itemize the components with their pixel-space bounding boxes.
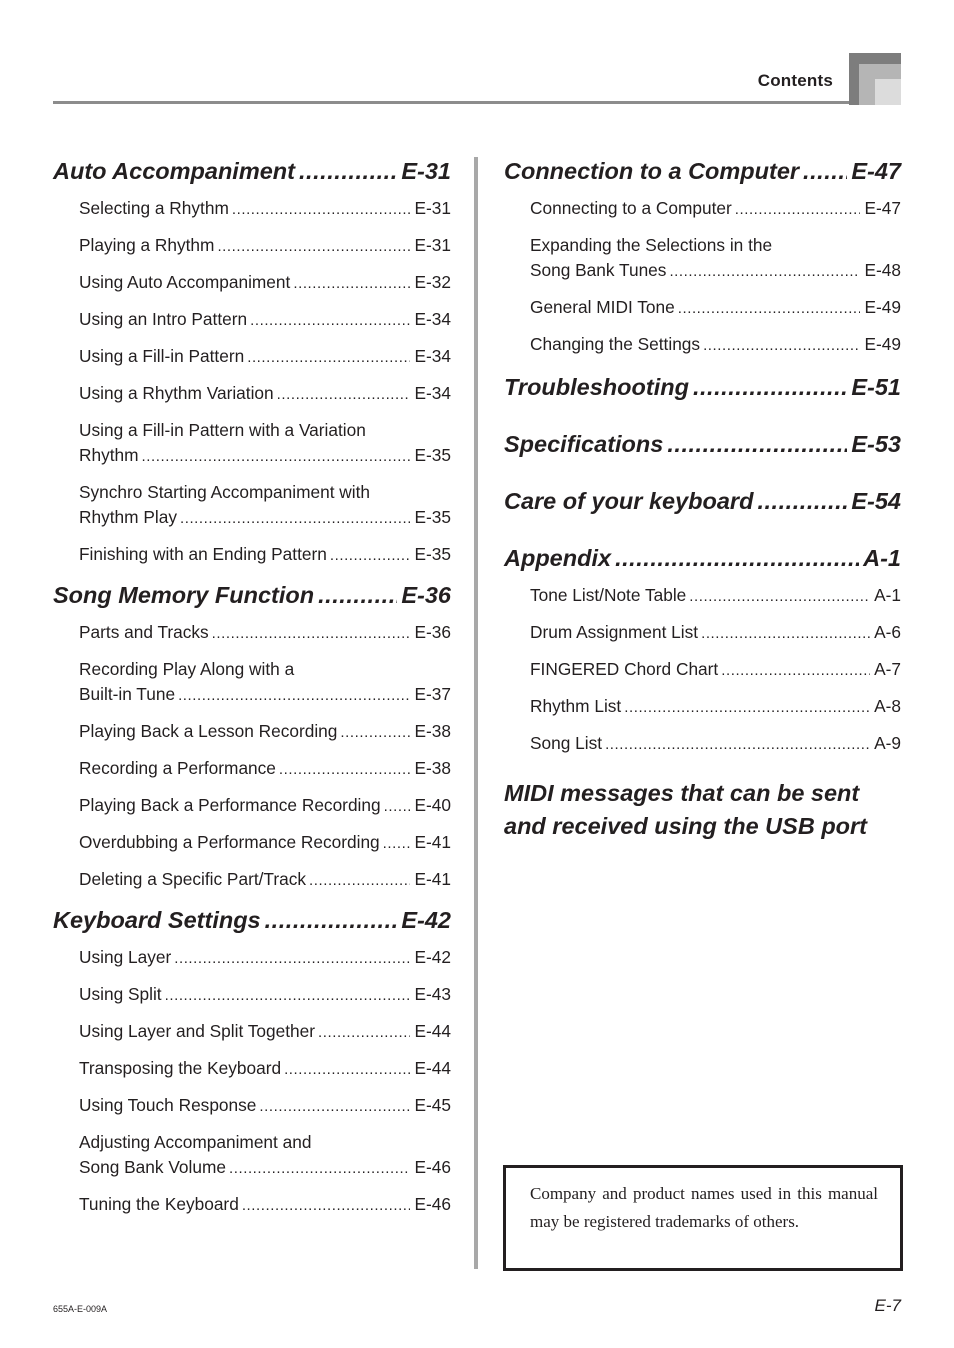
dot-leader <box>678 295 861 321</box>
dot-leader <box>242 1192 411 1218</box>
toc-item[interactable] <box>530 233 901 284</box>
toc-item-title: Playing Back a Performance Recording <box>79 795 381 815</box>
toc-item-page: E-37 <box>414 684 451 704</box>
toc-item-page: E-45 <box>414 1095 451 1115</box>
toc-section <box>53 904 451 1218</box>
toc-item-page: E-44 <box>414 1058 451 1078</box>
toc-item-title: Deleting a Specific Part/Track <box>79 869 306 889</box>
dot-leader <box>689 583 870 609</box>
toc-item-title: Transposing the Keyboard <box>79 1058 282 1078</box>
toc-item[interactable] <box>530 583 901 609</box>
toc-item[interactable] <box>530 332 901 358</box>
toc-item[interactable] <box>79 1019 451 1045</box>
dot-leader <box>174 945 410 971</box>
section-page: E-54 <box>851 488 901 514</box>
dot-leader <box>309 867 410 893</box>
toc-item-row <box>79 793 451 819</box>
toc-item-row <box>79 1019 451 1045</box>
toc-item-page: E-46 <box>414 1194 451 1214</box>
toc-item[interactable] <box>79 756 451 782</box>
toc-item-title: Finishing with an Ending Pattern <box>79 544 327 564</box>
toc-item-title: Tone List/Note Table <box>530 585 687 605</box>
section-heading[interactable] <box>504 155 901 187</box>
dot-leader <box>229 1155 410 1181</box>
toc-item-title: Parts and Tracks <box>79 622 209 642</box>
toc-item-row <box>79 867 451 893</box>
section-title: Troubleshooting <box>504 374 689 400</box>
toc-item-page: E-49 <box>864 297 901 317</box>
toc-section <box>504 155 901 358</box>
dot-leader <box>757 485 847 517</box>
toc-item[interactable] <box>79 542 451 568</box>
toc-item-list <box>530 583 901 757</box>
dot-leader <box>250 307 410 333</box>
toc-item-page: E-31 <box>414 235 451 255</box>
toc-item-title-line1: Recording Play Along with a <box>79 659 295 679</box>
section-page: E-47 <box>851 158 901 184</box>
toc-item-row <box>79 620 451 646</box>
dot-leader <box>178 682 410 708</box>
toc-item-page: A-7 <box>874 659 901 679</box>
toc-item[interactable] <box>79 830 451 856</box>
toc-item[interactable] <box>79 233 451 259</box>
toc-item[interactable] <box>530 620 901 646</box>
toc-item-title: Using Layer <box>79 947 172 967</box>
toc-item-row <box>79 1093 451 1119</box>
trademark-notice-text: Company and product names used in this manual may be registered trademarks of others. <box>530 1184 878 1231</box>
toc-item-title: Using Auto Accompaniment <box>79 272 291 292</box>
dot-leader <box>383 830 411 856</box>
toc-item-page: A-9 <box>874 733 901 753</box>
toc-section <box>504 371 901 403</box>
toc-item-page: E-35 <box>414 445 451 465</box>
dot-leader <box>703 332 860 358</box>
toc-item-page: E-34 <box>414 346 451 366</box>
toc-item[interactable] <box>79 620 451 646</box>
section-page: A-1 <box>863 545 901 571</box>
dot-leader <box>299 155 397 187</box>
section-page: E-36 <box>401 582 451 608</box>
toc-item[interactable] <box>79 1192 451 1218</box>
toc-item-row <box>530 583 901 609</box>
toc-item-row <box>530 657 901 683</box>
toc-item[interactable] <box>530 657 901 683</box>
toc-item-row <box>79 1155 451 1181</box>
section-heading[interactable] <box>53 904 451 936</box>
toc-item-title: Selecting a Rhythm <box>79 198 229 218</box>
toc-item-page: E-43 <box>414 984 451 1004</box>
section-page: E-53 <box>851 431 901 457</box>
toc-item-row <box>79 542 451 568</box>
toc-section <box>53 579 451 893</box>
dot-leader <box>180 505 411 531</box>
toc-item-row <box>530 332 901 358</box>
toc-item-row <box>79 756 451 782</box>
toc-item-page: E-34 <box>414 383 451 403</box>
section-title: Appendix <box>504 545 612 571</box>
toc-item-title: General MIDI Tone <box>530 297 675 317</box>
toc-item-row <box>79 1192 451 1218</box>
toc-item-row <box>530 620 901 646</box>
section-heading[interactable] <box>53 155 451 187</box>
dot-leader <box>803 155 847 187</box>
toc-item-title: Rhythm <box>79 445 139 465</box>
toc-item-page: E-46 <box>414 1157 451 1177</box>
toc-item[interactable] <box>530 731 901 757</box>
dot-leader <box>259 1093 410 1119</box>
toc-item-title: Song Bank Volume <box>79 1157 226 1177</box>
section-page: E-51 <box>851 374 901 400</box>
toc-item-title: Tuning the Keyboard <box>79 1194 239 1214</box>
toc-item-title: Connecting to a Computer <box>530 198 732 218</box>
section-title: Auto Accompaniment <box>53 158 295 184</box>
toc-section <box>504 485 901 517</box>
dot-leader <box>293 270 410 296</box>
toc-item[interactable] <box>79 196 451 222</box>
dot-leader <box>701 620 870 646</box>
toc-item-list <box>79 196 451 568</box>
toc-item-title: Song Bank Tunes <box>530 260 667 280</box>
toc-item-title: Drum Assignment List <box>530 622 699 642</box>
trademark-notice <box>503 1165 903 1271</box>
toc-item-title: Recording a Performance <box>79 758 276 778</box>
toc-item-page: E-35 <box>414 507 451 527</box>
toc-right-column <box>504 155 901 843</box>
column-divider <box>474 157 478 1269</box>
toc-item-title: Playing a Rhythm <box>79 235 215 255</box>
header-rule <box>53 101 849 104</box>
toc-item[interactable] <box>79 1093 451 1119</box>
dot-leader <box>340 719 410 745</box>
toc-item-page: A-8 <box>874 696 901 716</box>
dot-leader <box>605 731 870 757</box>
dot-leader <box>615 542 859 574</box>
toc-item-row <box>530 258 901 284</box>
toc-item-title-line1: Expanding the Selections in the <box>530 235 773 255</box>
toc-item-page: A-1 <box>874 585 901 605</box>
toc-section <box>53 155 451 568</box>
section-page: E-31 <box>401 158 451 184</box>
toc-item-row <box>79 344 451 370</box>
toc-item-row <box>79 381 451 407</box>
toc-item-page: E-31 <box>414 198 451 218</box>
toc-item-title: Using a Rhythm Variation <box>79 383 274 403</box>
toc-item[interactable] <box>79 657 451 708</box>
dot-leader <box>277 381 411 407</box>
toc-item-list <box>79 620 451 893</box>
toc-item-page: E-40 <box>414 795 451 815</box>
toc-item[interactable] <box>79 1056 451 1082</box>
toc-item-row <box>530 731 901 757</box>
toc-item-list <box>79 945 451 1218</box>
toc-item-list <box>530 196 901 358</box>
toc-item[interactable] <box>79 344 451 370</box>
toc-item-title: Using Split <box>79 984 162 1004</box>
dot-leader <box>330 542 411 568</box>
toc-item[interactable] <box>79 307 451 333</box>
toc-item-page: E-38 <box>414 721 451 741</box>
header-title: Contents <box>757 71 833 90</box>
toc-item-page: E-47 <box>864 198 901 218</box>
section-title: Connection to a Computer <box>504 158 800 184</box>
toc-item[interactable] <box>79 945 451 971</box>
midi-messages-heading[interactable]: MIDI messages that can be sent and received using the USB port <box>504 780 868 839</box>
toc-item-page: E-32 <box>414 272 451 292</box>
section-title: Specifications <box>504 431 664 457</box>
toc-item[interactable] <box>530 196 901 222</box>
footer-page-number: E-7 <box>874 1296 901 1315</box>
toc-item[interactable] <box>79 270 451 296</box>
toc-item-title: Using Layer and Split Together <box>79 1021 316 1041</box>
section-heading[interactable] <box>504 542 901 574</box>
toc-item[interactable] <box>79 719 451 745</box>
dot-leader <box>667 428 847 460</box>
toc-item-row <box>79 270 451 296</box>
toc-item-title: FINGERED Chord Chart <box>530 659 719 679</box>
dot-leader <box>624 694 870 720</box>
toc-item-row <box>530 694 901 720</box>
section-title: Song Memory Function <box>53 582 315 608</box>
corner-tab-light <box>875 79 901 105</box>
toc-item[interactable] <box>530 694 901 720</box>
toc-item-row <box>79 982 451 1008</box>
dot-leader <box>669 258 860 284</box>
toc-item-page: A-6 <box>874 622 901 642</box>
toc-item-title: Rhythm List <box>530 696 622 716</box>
section-page: E-42 <box>401 907 451 933</box>
toc-item-page: E-41 <box>414 869 451 889</box>
dot-leader <box>735 196 861 222</box>
dot-leader <box>384 793 411 819</box>
dot-leader <box>265 904 398 936</box>
toc-item-title: Built-in Tune <box>79 684 176 704</box>
toc-section <box>504 542 901 757</box>
toc-item[interactable] <box>530 295 901 321</box>
toc-item-row <box>79 945 451 971</box>
section-heading[interactable] <box>504 485 901 517</box>
section-heading[interactable] <box>53 579 451 611</box>
toc-item-page: E-44 <box>414 1021 451 1041</box>
dot-leader <box>232 196 411 222</box>
toc-item-title: Changing the Settings <box>530 334 701 354</box>
toc-section <box>504 428 901 460</box>
dot-leader <box>318 579 397 611</box>
toc-item-title: Playing Back a Lesson Recording <box>79 721 338 741</box>
dot-leader <box>165 982 411 1008</box>
toc-item-page: E-41 <box>414 832 451 852</box>
dot-leader <box>284 1056 410 1082</box>
footer-code: 655A-E-009A <box>53 1304 108 1314</box>
dot-leader <box>279 756 411 782</box>
toc-item-row <box>79 505 451 531</box>
toc-item-title-line1: Synchro Starting Accompaniment with <box>79 482 371 502</box>
toc-item-title: Rhythm Play <box>79 507 177 527</box>
dot-leader <box>693 371 847 403</box>
toc-item-row <box>79 233 451 259</box>
section-title: Care of your keyboard <box>504 488 754 514</box>
toc-item[interactable] <box>79 381 451 407</box>
toc-item-row <box>79 682 451 708</box>
dot-leader <box>142 443 411 469</box>
toc-item-row <box>79 830 451 856</box>
toc-item-title: Song List <box>530 733 603 753</box>
toc-item-title: Using a Fill-in Pattern <box>79 346 245 366</box>
toc-item-page: E-36 <box>414 622 451 642</box>
toc-item-row <box>530 196 901 222</box>
dot-leader <box>318 1019 410 1045</box>
toc-item[interactable] <box>79 418 451 469</box>
toc-item-row <box>79 719 451 745</box>
toc-item[interactable] <box>79 480 451 531</box>
toc-item-title-line1: Using a Fill-in Pattern with a Variation <box>79 420 366 440</box>
section-title: Keyboard Settings <box>53 907 261 933</box>
toc-item[interactable] <box>79 982 451 1008</box>
dot-leader <box>721 657 870 683</box>
section-heading[interactable] <box>504 428 901 460</box>
toc-item-title: Overdubbing a Performance Recording <box>79 832 380 852</box>
toc-item-row <box>79 443 451 469</box>
toc-item-title: Using an Intro Pattern <box>79 309 248 329</box>
toc-item-row <box>79 196 451 222</box>
dot-leader <box>212 620 411 646</box>
dot-leader <box>217 233 410 259</box>
toc-item-page: E-38 <box>414 758 451 778</box>
toc-item-page: E-34 <box>414 309 451 329</box>
toc-item-row <box>79 1056 451 1082</box>
toc-item-page: E-48 <box>864 260 901 280</box>
toc-item-page: E-49 <box>864 334 901 354</box>
toc-left-column <box>53 155 451 1229</box>
toc-item-title: Using Touch Response <box>79 1095 257 1115</box>
toc-item-page: E-35 <box>414 544 451 564</box>
toc-item[interactable] <box>79 867 451 893</box>
toc-item-row <box>79 307 451 333</box>
toc-item-page: E-42 <box>414 947 451 967</box>
toc-item[interactable] <box>79 793 451 819</box>
section-heading[interactable] <box>504 371 901 403</box>
toc-item[interactable] <box>79 1130 451 1181</box>
dot-leader <box>247 344 410 370</box>
toc-item-title-line1: Adjusting Accompaniment and <box>79 1132 312 1152</box>
toc-item-row <box>530 295 901 321</box>
